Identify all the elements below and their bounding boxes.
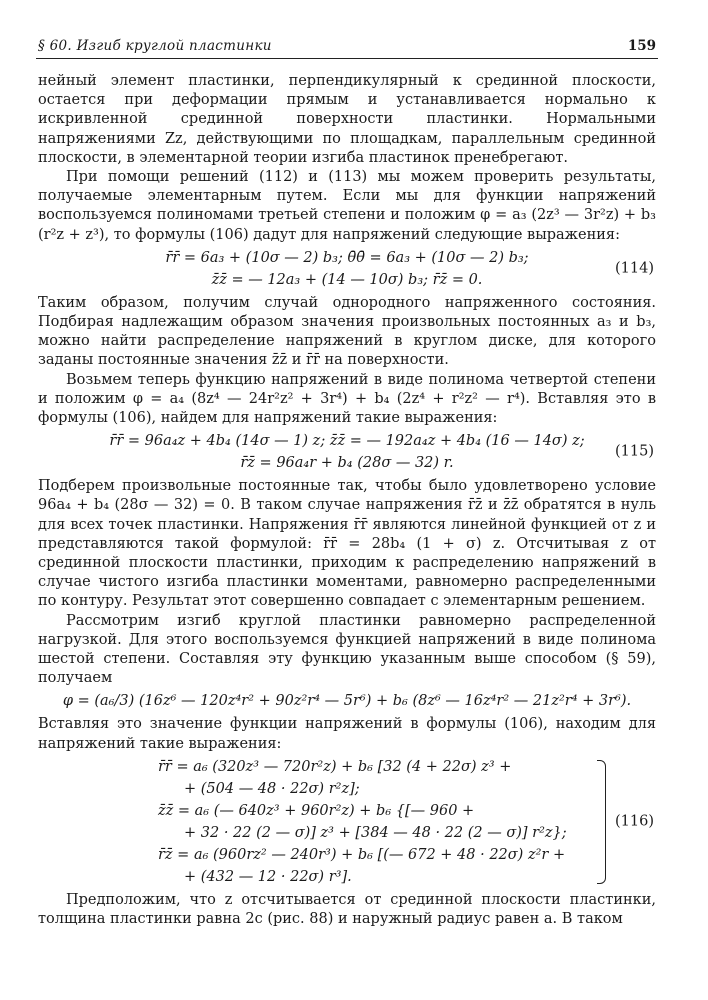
running-title: § 60. Изгиб круглой пластинки — [38, 38, 272, 54]
page-number: 159 — [627, 38, 656, 54]
equation-line: + (432 — 12 · 22σ) r³]. — [184, 868, 352, 885]
equation-115 — [38, 430, 656, 474]
paragraph: Рассмотрим изгиб круглой пластинки равномерно распределенной нагрузкой. Для этого воспользуемся функцией напряжений в виде полинома шестой степени. Составляя эту функцию указанным выше способом (§ 59), получаем — [38, 612, 656, 687]
paragraph: нейный элемент пластинки, перпендикулярный к срединной плоскости, остается при деформации прямым и устанавливается нормально к искривленной срединной поверхности пластинки. Нормальными напряжениями Zz, действующими по площадкам, параллельным срединной плоскости, в элементарной теории изгиба пластинок пренебрегают. — [38, 73, 656, 166]
equation-line: r̄r̄ = 6a₃ + (10σ — 2) b₃; θ̄θ̄ = 6a₃ + (10σ — 2) b₃; — [165, 249, 529, 266]
page-body — [38, 72, 656, 929]
equation-number: (116) — [615, 813, 654, 830]
equation-line: r̄z̄ = 96a₄r + b₄ (28σ — 32) r. — [240, 455, 454, 472]
equation-114 — [38, 247, 656, 291]
equation-phi6 — [38, 690, 656, 712]
equation-line: φ = (a₆/3) (16z⁶ — 120z⁴r² + 90z²r⁴ — 5r⁶) + b₆ (8z⁶ — 16z⁴r² — 21z²r⁴ + 3r⁶). — [62, 693, 632, 710]
equation-number: (115) — [615, 443, 654, 460]
paragraph: При помощи решений (112) и (113) мы можем проверить результаты, получаемые элементарным путем. Если мы для функции напряжений воспользуемся полиномами третьей степени и положим φ = a₃ (2z³ — 3r²z) + b₃ (r²z + z³), то формулы (106) дадут для напряжений следующие выражения: — [38, 169, 656, 243]
equation-line: r̄r̄ = 96a₄z + 4b₄ (14σ — 1) z; z̄z̄ = — 192a₄z + 4b₄ (16 — 14σ) z; — [109, 433, 585, 450]
paragraph: Предположим, что z отсчитывается от срединной плоскости пластинки, толщина пластинки равна 2c (рис. 88) и наружный радиус равен a. В таком — [38, 891, 656, 928]
equation-116 — [38, 756, 656, 888]
equation-line: r̄r̄ = a₆ (320z³ — 720r²z) + b₆ [32 (4 + 22σ) z³ + — [158, 758, 512, 775]
paragraph: Таким образом, получим случай однородного напряженного состояния. Подбирая надлежащим образом значения произвольных постоянных a₃ и b₃, можно найти распределение напряжений в круглом диске, для которого заданы постоянные значения z̄z̄ и r̄r̄ на поверхности. — [38, 294, 656, 369]
equation-line: z̄z̄ = a₆ (— 640z³ + 960r²z) + b₆ {[— 960 + — [158, 802, 475, 819]
header-rule — [36, 58, 658, 59]
paragraph: Вставляя это значение функции напряжений в формулы (106), находим для напряжений такие выражения: — [38, 716, 656, 752]
equation-line: + (504 — 48 · 22σ) r²z]; — [184, 780, 360, 797]
paragraph: Возьмем теперь функцию напряжений в виде полинома четвертой степени и положим φ = a₄ (8z⁴ — 24r²z² + 3r⁴) + b₄ (2z⁴ + r²z² — r⁴). Вставляя это в формулы (106), найдем для напряжений такие выражения: — [38, 371, 656, 427]
paragraph: Подберем произвольные постоянные так, чтобы было удовлетворено условие 96a₄ + b₄ (28σ — 32) = 0. В таком случае напряжения r̄z̄ и z̄z̄ обратятся в нуль для всех точек пластинки. Напряжения r̄r̄ являются линейной функцией от z и представляются такой формулой: r̄r̄ = 28b₄ (1 + σ) z. Отсчитывая z от срединной плоскости пластинки, приходим к распределению напряжений в случае чистого изгиба пластинки моментами, равномерно распределенными по контуру. Результат этот совершенно совпадает с элементарным решением. — [38, 478, 656, 610]
equation-brace — [597, 760, 606, 884]
equation-line: + 32 · 22 (2 — σ)] z³ + [384 — 48 · 22 (2 — σ)] r²z}; — [184, 824, 567, 841]
equation-line: z̄z̄ = — 12a₃ + (14 — 10σ) b₃; r̄z̄ = 0. — [211, 271, 483, 288]
equation-number: (114) — [615, 260, 654, 277]
page-header — [0, 34, 708, 58]
equation-line: r̄z̄ = a₆ (960rz² — 240r³) + b₆ [(— 672 + 48 · 22σ) z²r + — [158, 846, 566, 863]
